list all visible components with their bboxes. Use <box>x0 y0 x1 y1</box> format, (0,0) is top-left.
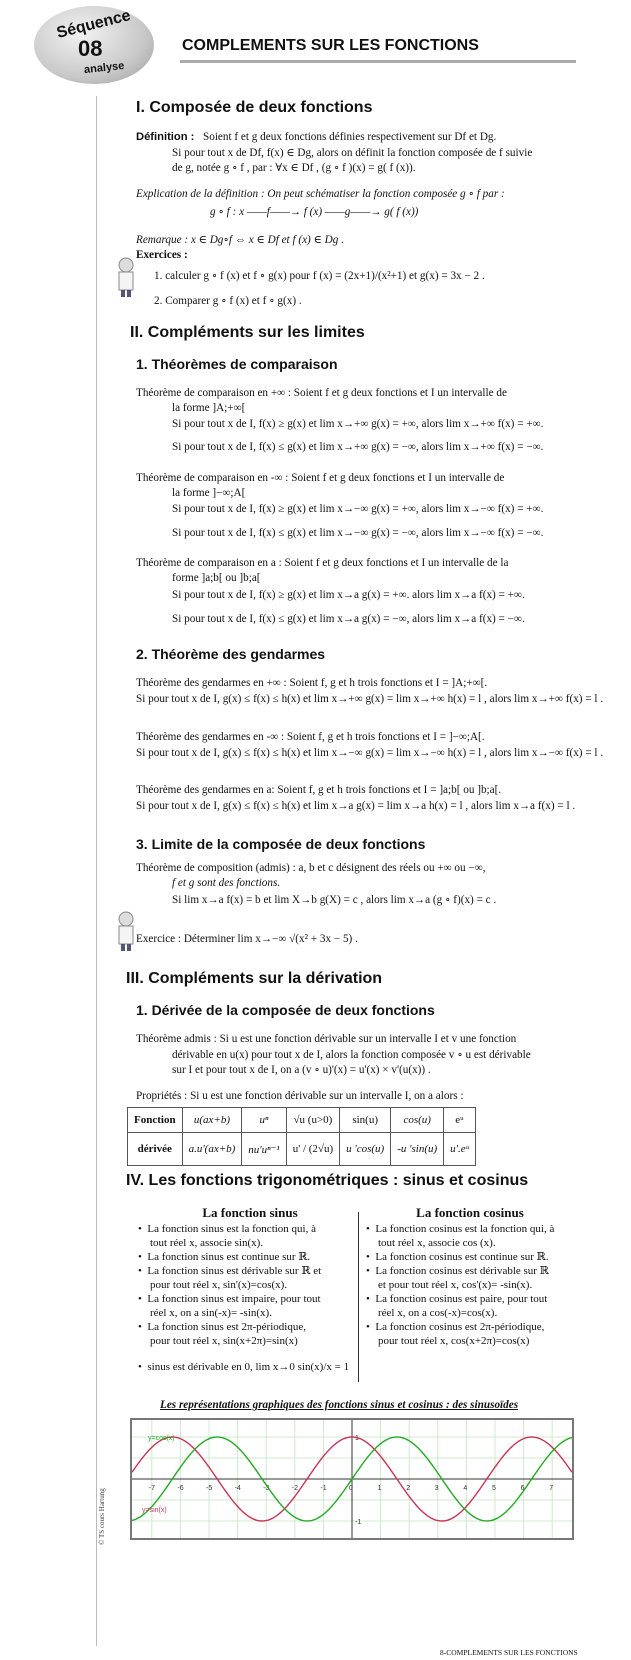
section-1-title: I. Composée de deux fonctions <box>136 99 373 116</box>
exercise-1: 1. calculer g ∘ f (x) et f ∘ g(x) pour f (x) = (2x+1)/(x²+1) et g(x) = 3x − 2 . <box>154 270 485 282</box>
badge-analyse-text: analyse <box>83 59 125 77</box>
list-item: tout réel x, associe cos (x). <box>378 1237 496 1249</box>
table-cell: u 'cos(u) <box>340 1133 391 1166</box>
list-item: pour tout réel x, sin(x+2π)=sin(x) <box>150 1335 298 1347</box>
table-cell: u' / (2√u) <box>286 1133 339 1166</box>
definition-explanation: Explication de la définition : On peut schématiser la fonction composée g ∘ f par : <box>136 188 505 200</box>
subsection-comparison-title: 1. Théorèmes de comparaison <box>136 356 338 372</box>
theorem-comparison-a-line-1: Théorème de comparaison en a : Soient f et g deux fonctions et I un intervalle de la <box>136 557 509 569</box>
sin-curve-label: y=sin(x) <box>142 1507 167 1514</box>
theorem-comparison-plus-inf-line-3: Si pour tout x de I, f(x) ≥ g(x) et lim x→+∞ g(x) = +∞, alors lim x→+∞ f(x) = +∞. <box>172 418 544 430</box>
x-tick-label: 0 <box>349 1485 353 1492</box>
composition-diagram: g ∘ f : x ——f——→ f (x) ——g——→ g( f (x)) <box>210 206 419 218</box>
definition-line-1: Soient f et g deux fonctions définies respectivement sur Df et Dg. <box>203 131 497 143</box>
gendarmes-minus-inf-line-1: Théorème des gendarmes en -∞ : Soient f, g et h trois fonctions et I = ]−∞;A[. <box>136 731 485 743</box>
theorem-comparison-a-line-4: Si pour tout x de I, f(x) ≤ g(x) et lim x→a g(x) = −∞, alors lim x→a f(x) = −∞. <box>172 613 525 625</box>
table-cell: uⁿ <box>242 1108 286 1133</box>
x-tick-label: -7 <box>148 1485 156 1492</box>
table-cell: nu'uⁿ⁻¹ <box>242 1133 286 1166</box>
x-tick-label: -6 <box>177 1485 184 1492</box>
table-cell: Fonction <box>128 1108 183 1133</box>
derivative-theorem-line-1: Théorème admis : Si u est une fonction dérivable sur un intervalle I et v une fonction <box>136 1033 517 1045</box>
list-item: pour tout réel x, cos(x+2π)=cos(x) <box>378 1335 530 1347</box>
table-cell: sin(u) <box>340 1108 391 1133</box>
table-cell: √u (u>0) <box>286 1108 339 1133</box>
subsection-composition-limit-title: 3. Limite de la composée de deux fonctions <box>136 836 426 852</box>
list-item: • La fonction cosinus est dérivable sur ℝ <box>366 1265 549 1277</box>
badge-sequence-text: Séquence <box>54 7 133 42</box>
theorem-comparison-minus-inf-line-1: Théorème de comparaison en -∞ : Soient f et g deux fonctions et I un intervalle de <box>136 472 505 484</box>
list-item: • La fonction cosinus est continue sur ℝ. <box>366 1251 549 1263</box>
page-title: COMPLEMENTS SUR LES FONCTIONS <box>182 37 479 54</box>
limit-exercise: Exercice : Déterminer lim x→−∞ √(x² + 3x − 5) . <box>136 933 358 945</box>
list-item: réel x, on a sin(-x)= -sin(x). <box>150 1307 272 1319</box>
table-cell: -u 'sin(u) <box>391 1133 444 1166</box>
x-tick-label: -5 <box>206 1485 213 1492</box>
list-item: • La fonction cosinus est 2π-périodique, <box>366 1321 545 1333</box>
definition-label: Définition : <box>136 131 195 143</box>
professor-figure-icon <box>112 256 140 298</box>
badge-number: 08 <box>78 36 103 61</box>
gendarmes-a-line-1: Théorème des gendarmes en a: Soient f, g et h trois fonctions et I = ]a;b[ ou ]b;a[. <box>136 784 502 796</box>
footer-page-label: 8-COMPLEMENTS SUR LES FONCTIONS <box>440 1648 578 1657</box>
list-item: • La fonction sinus est la fonction qui, à <box>138 1223 316 1235</box>
x-tick-label: 6 <box>520 1485 525 1492</box>
list-item: • La fonction cosinus est la fonction qui, à <box>366 1223 555 1235</box>
exercise-2: 2. Comparer g ∘ f (x) et f ∘ g(x) . <box>154 295 302 307</box>
table-cell: u(ax+b) <box>182 1108 242 1133</box>
theorem-comparison-plus-inf-line-2: la forme ]A;+∞[ <box>172 402 246 414</box>
section-3-title: III. Compléments sur la dérivation <box>126 970 383 987</box>
section-4-title: IV. Les fonctions trigonométriques : sinus et cosinus <box>126 1172 529 1189</box>
list-item: pour tout réel x, sin'(x)=cos(x). <box>150 1279 288 1291</box>
gendarmes-minus-inf-line-2: Si pour tout x de I, g(x) ≤ f(x) ≤ h(x) et lim x→−∞ g(x) = lim x→−∞ h(x) = l , alors lim x→−∞ f(x) = l . <box>136 747 604 759</box>
theorem-comparison-a-line-3: Si pour tout x de I, f(x) ≥ g(x) et lim x→a g(x) = +∞. alors lim x→a f(x) = +∞. <box>172 589 525 601</box>
gendarmes-a-line-2: Si pour tout x de I, g(x) ≤ f(x) ≤ h(x) et lim x→a g(x) = lim x→a h(x) = l , alors lim x→a f(x) = l . <box>136 800 576 812</box>
cosinus-column-title: La fonction cosinus <box>416 1205 524 1220</box>
subsection-derivative-title: 1. Dérivée de la composée de deux fonctions <box>136 1002 435 1018</box>
list-item: tout réel x, associe sin(x). <box>150 1237 264 1249</box>
theorem-comparison-minus-inf-line-2: la forme ]−∞;A[ <box>172 487 246 499</box>
table-cell: dérivée <box>128 1133 183 1166</box>
sequence-badge <box>34 6 154 84</box>
definition-line-3: de g, notée g ∘ f , par : ∀x ∈ Df , (g ∘ f )(x) = g( f (x)). <box>172 162 416 174</box>
properties-intro: Propriétés : Si u est une fonction dérivable sur un intervalle I, on a alors : <box>136 1090 464 1102</box>
theorem-comparison-plus-inf-line-4: Si pour tout x de I, f(x) ≤ g(x) et lim x→+∞ g(x) = −∞, alors lim x→+∞ f(x) = −∞. <box>172 441 544 453</box>
sinus-column-title: La fonction sinus <box>202 1205 298 1220</box>
y-tick-label: 1 <box>355 1435 359 1442</box>
list-item: • La fonction sinus est 2π-périodique, <box>138 1321 306 1333</box>
section-2-title: II. Compléments sur les limites <box>130 324 365 341</box>
table-cell: cos(u) <box>391 1108 444 1133</box>
derivative-theorem-line-3: sur I et pour tout x de I, on a (v ∘ u)'(x) = u'(x) × v'(u(x)) . <box>172 1064 431 1076</box>
x-tick-label: -3 <box>263 1485 270 1492</box>
sinus-list <box>138 1222 349 1374</box>
subsection-gendarmes-title: 2. Théorème des gendarmes <box>136 646 326 662</box>
x-tick-label: 3 <box>434 1485 439 1492</box>
table-cell: a.u'(ax+b) <box>182 1133 242 1166</box>
cos-curve-label: y=cos(x) <box>148 1435 175 1442</box>
list-item: réel x, on a cos(-x)=cos(x). <box>378 1307 498 1319</box>
sinusoid-svg <box>132 1420 572 1538</box>
composition-theorem-line-3: Si lim x→a f(x) = b et lim X→b g(X) = c , alors lim x→a (g ∘ f)(x) = c . <box>172 894 497 906</box>
graph-caption: Les représentations graphiques des fonctions sinus et cosinus : des sinusoïdes <box>160 1399 519 1411</box>
title-rule <box>180 60 576 63</box>
x-tick-label: 7 <box>549 1485 554 1492</box>
cosinus-list <box>366 1222 554 1348</box>
exercises-label: Exercices : <box>136 249 188 261</box>
theorem-comparison-a-line-2: forme ]a;b[ ou ]b;a[ <box>172 572 261 584</box>
list-item: • La fonction cosinus est paire, pour tout <box>366 1293 548 1305</box>
y-tick-label: -1 <box>355 1519 362 1526</box>
margin-rule <box>96 96 97 1646</box>
list-item: • La fonction sinus est impaire, pour tout <box>138 1293 321 1305</box>
list-item: et pour tout réel x, cos'(x)= -sin(x). <box>378 1279 533 1291</box>
x-tick-label: 4 <box>463 1485 468 1492</box>
theorem-comparison-minus-inf-line-3: Si pour tout x de I, f(x) ≥ g(x) et lim x→−∞ g(x) = +∞, alors lim x→−∞ f(x) = +∞. <box>172 503 544 515</box>
x-tick-label: 5 <box>492 1485 496 1492</box>
list-item: • La fonction sinus est continue sur ℝ. <box>138 1251 311 1263</box>
x-tick-label: -2 <box>291 1485 299 1492</box>
theorem-comparison-minus-inf-line-4: Si pour tout x de I, f(x) ≤ g(x) et lim x→−∞ g(x) = −∞, alors lim x→−∞ f(x) = −∞. <box>172 527 544 539</box>
copyright-text: © TS cours Hartung <box>98 1488 106 1545</box>
column-divider <box>358 1212 359 1382</box>
x-tick-label: -1 <box>320 1485 327 1492</box>
derivative-theorem-line-2: dérivable en u(x) pour tout x de I, alors la fonction composée v ∘ u est dérivable <box>172 1049 531 1061</box>
x-tick-label: 2 <box>406 1485 411 1492</box>
table-cell: u'.eᵘ <box>444 1133 476 1166</box>
definition-line-2: Si pour tout x de Df, f(x) ∈ Dg, alors on définit la fonction composée de f suivie <box>172 147 533 159</box>
theorem-comparison-plus-inf-line-1: Théorème de comparaison en +∞ : Soient f et g deux fonctions et I un intervalle de <box>136 387 507 399</box>
list-item: • sinus est dérivable en 0, lim x→0 sin(x)/x = 1 <box>138 1361 350 1373</box>
gendarmes-plus-inf-line-1: Théorème des gendarmes en +∞ : Soient f, g et h trois fonctions et I = ]A;+∞[. <box>136 677 488 689</box>
table-cell: eᵘ <box>444 1108 476 1133</box>
gendarmes-plus-inf-line-2: Si pour tout x de I, g(x) ≤ f(x) ≤ h(x) et lim x→+∞ g(x) = lim x→+∞ h(x) = l , alors lim x→+∞ f(x) = l . <box>136 693 604 705</box>
professor-figure-icon <box>112 910 140 952</box>
sinusoid-graph <box>130 1418 574 1540</box>
remark: Remarque : x ∈ Dg∘f ⇔ x ∈ Df et f (x) ∈ Dg . <box>136 234 344 246</box>
derivatives-table <box>127 1107 476 1166</box>
x-tick-label: 1 <box>377 1485 382 1492</box>
x-tick-label: -4 <box>234 1485 241 1492</box>
composition-theorem-line-1: Théorème de composition (admis) : a, b et c désignent des réels ou +∞ ou −∞, <box>136 862 486 874</box>
list-item: • La fonction sinus est dérivable sur ℝ et <box>138 1265 322 1277</box>
composition-theorem-line-2: f et g sont des fonctions. <box>172 877 281 889</box>
